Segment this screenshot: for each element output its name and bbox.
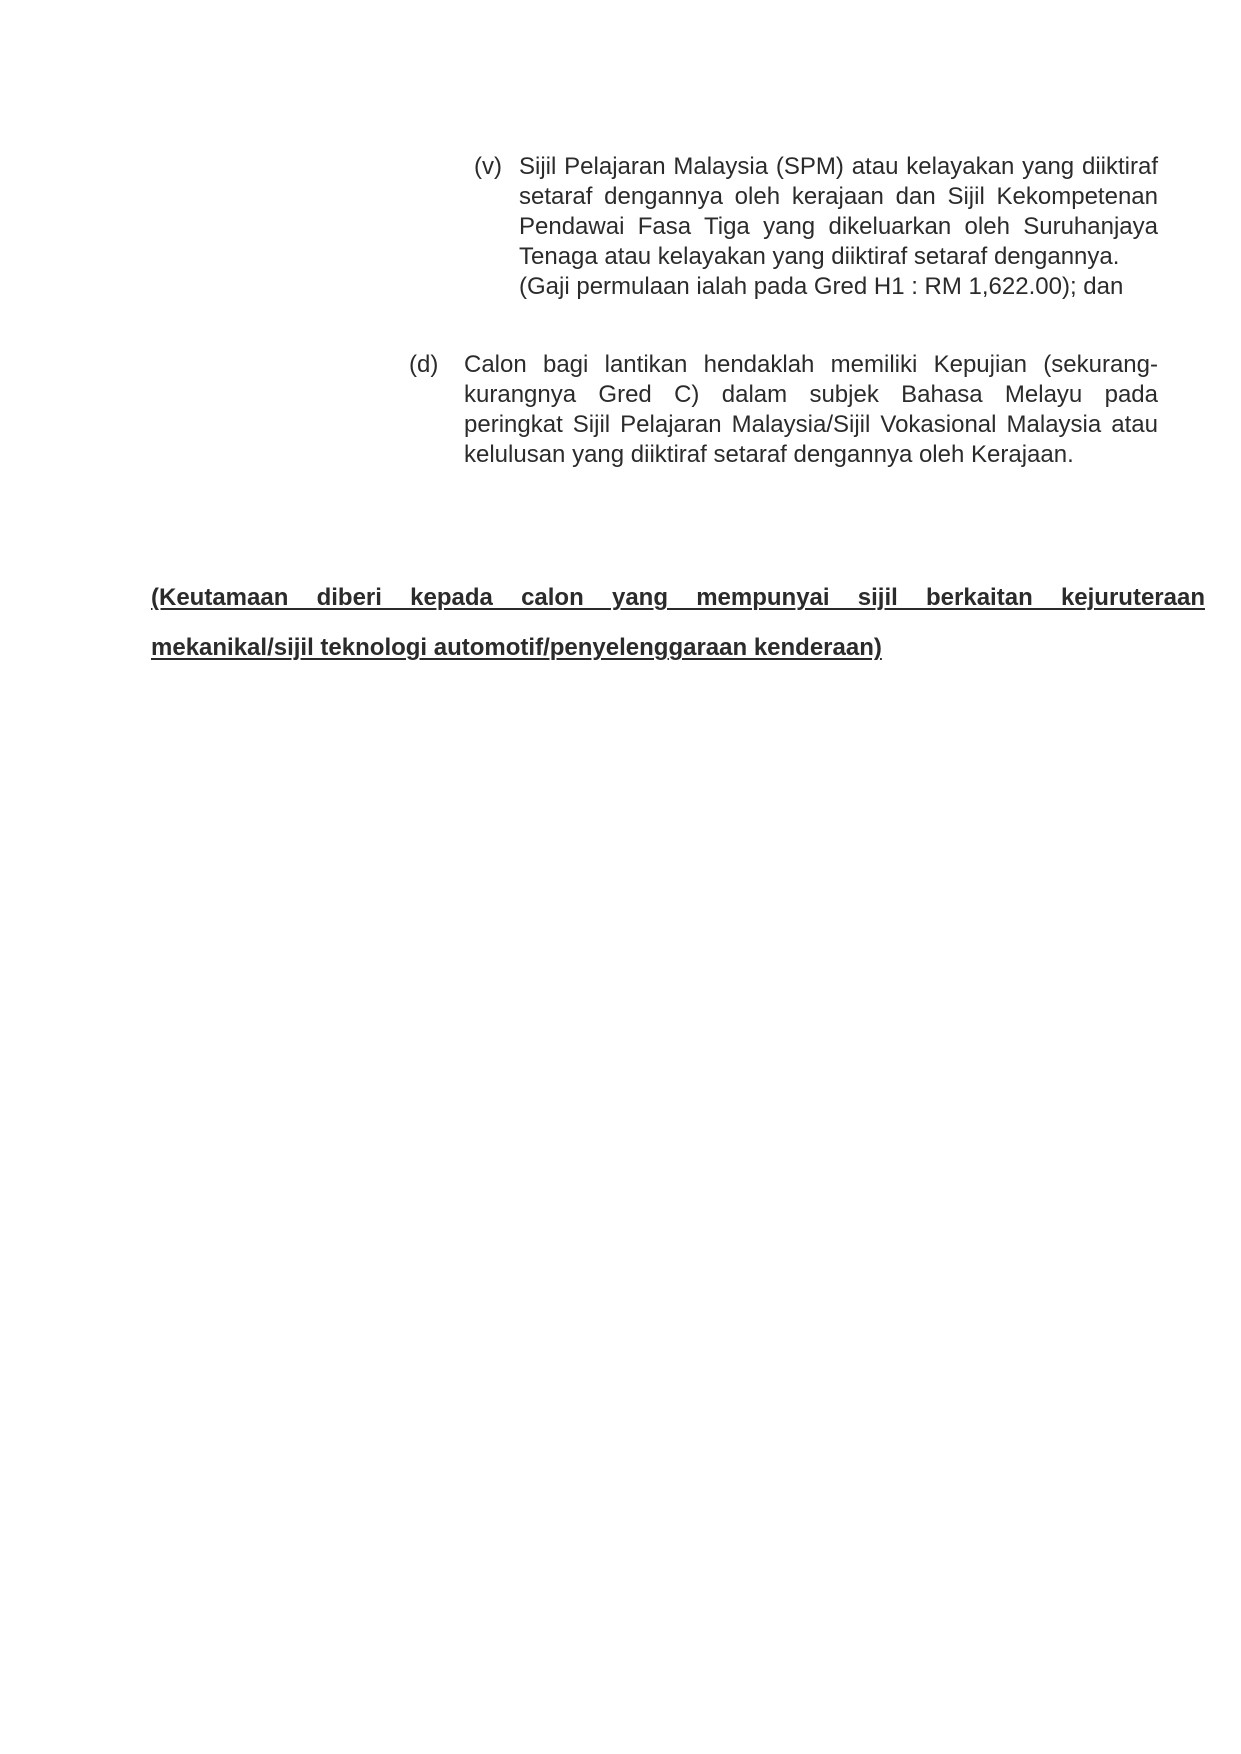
item-v-line-5: (Gaji permulaan ialah pada Gred H1 : RM 1,622.00); dan [519,273,1124,300]
list-item-v-text [519,152,1158,302]
list-item-d [409,350,1158,470]
item-d-line-4: kelulusan yang diiktiraf setaraf dengannya oleh Kerajaan. [464,441,1074,468]
list-item-v [474,152,1158,302]
item-v-line-2: setaraf dengannya oleh kerajaan dan Sijil Kekompetenan [519,183,1158,210]
preference-note-line-1: (Keutamaan diberi kepada calon yang mempunyai sijil berkaitan kejuruteraan [151,584,1205,611]
item-v-line-1: Sijil Pelajaran Malaysia (SPM) atau kelayakan yang diiktiraf [519,153,1158,180]
list-item-d-text [464,350,1158,470]
item-d-line-1: Calon bagi lantikan hendaklah memiliki Kepujian (sekurang- [464,351,1158,378]
item-d-line-2: kurangnya Gred C) dalam subjek Bahasa Melayu pada [464,381,1158,408]
list-marker-d: (d) [409,351,439,378]
item-v-line-3: Pendawai Fasa Tiga yang dikeluarkan oleh Suruhanjaya [519,213,1158,240]
preference-note [151,573,1205,673]
item-v-line-4: Tenaga atau kelayakan yang diiktiraf setaraf dengannya. [519,243,1120,270]
list-marker-v: (v) [474,153,502,180]
preference-note-line-2: mekanikal/sijil teknologi automotif/penyelenggaraan kenderaan) [151,634,882,661]
item-d-line-3: peringkat Sijil Pelajaran Malaysia/Sijil Vokasional Malaysia atau [464,411,1158,438]
